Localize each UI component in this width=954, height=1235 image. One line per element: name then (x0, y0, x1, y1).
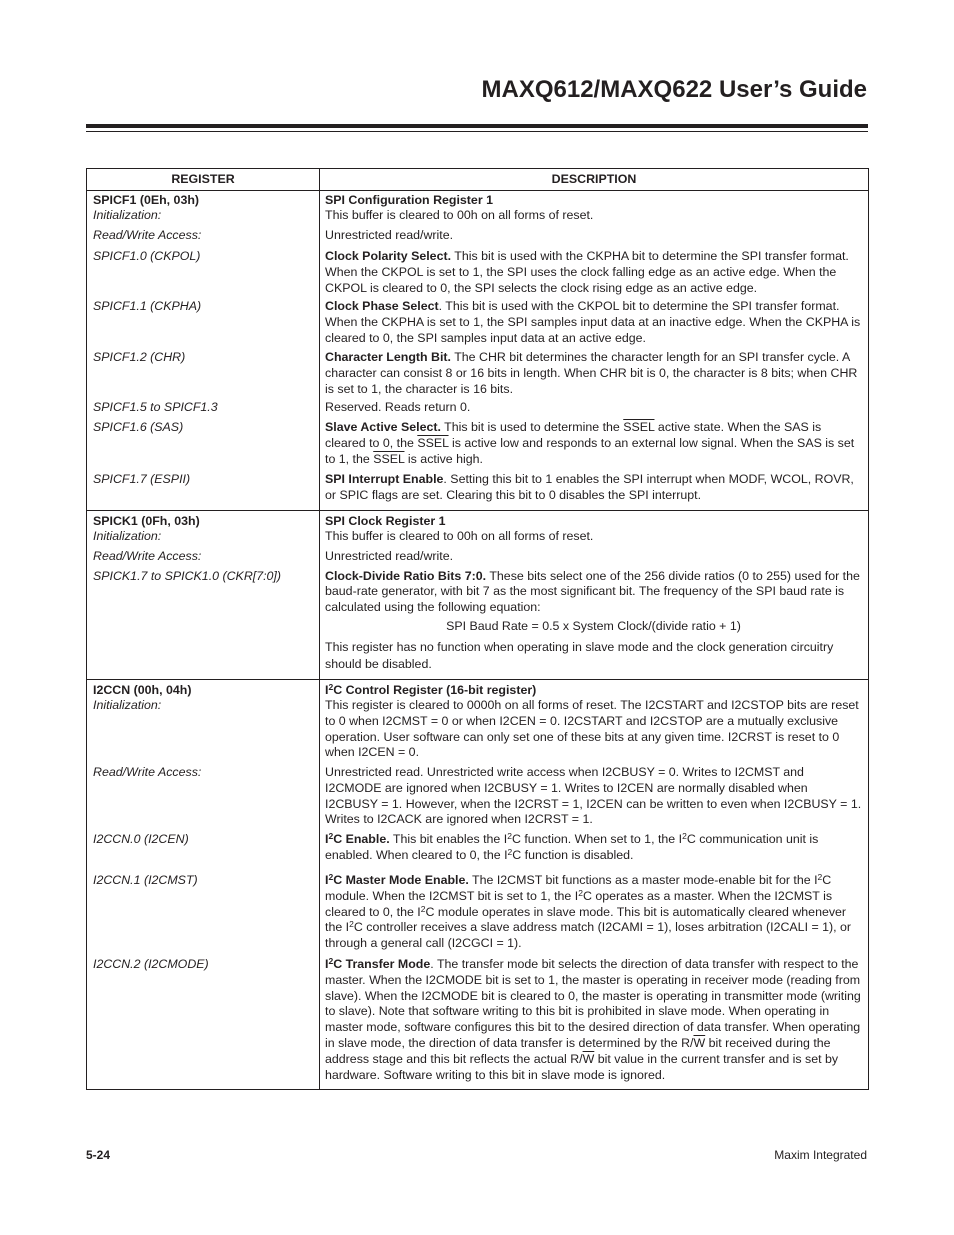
bit-text: These bits select one of the 256 divide ratios (0 to 255) used for the baud-rate generator, with bit 7 as the most significant bit. The frequency of the SPI baud rate is calculated using the following equation: (325, 568, 860, 615)
bit-text: . This bit is used with the CKPOL bit to determine the SPI transfer format. When the CKPHA is set to 1, the SPI samples input data at an inactive edge. When the CKPHA is cleared to 0, the SPI samples input data at an active edge. (325, 299, 861, 345)
bit-description (325, 569, 862, 616)
bit-text: The CHR bit determines the character length for an SPI transfer cycle. A character can consist 8 or 16 bits in length. When CHR bit is 0, the character is 8 bits; when CHR is set to 1, the character is 16 bits. (325, 350, 858, 396)
bit-description (325, 472, 862, 504)
ssel-signal: SSEL (417, 435, 449, 450)
i2c-i: I (325, 831, 329, 846)
i2c-i: I (325, 872, 329, 887)
bit-text: The I2CMST bit functions as a master mode-enable bit for the I (468, 872, 818, 887)
register-field-label: Initialization: (93, 208, 162, 222)
column-header-description: DESCRIPTION (320, 169, 869, 191)
bit-text: This bit is used with the CKPHA bit to determine the SPI transfer format. When the CKPOL is set to 1, the SPI uses the clock falling edge as an active edge. When the CKPOL is cleared to 0, the SPI selects the clock rising edge as an active edge. (325, 249, 849, 295)
register-field-label: SPICF1.2 (CHR) (93, 350, 186, 364)
register-field-label: SPICF1.5 to SPICF1.3 (93, 400, 218, 414)
company-name: Maxim Integrated (774, 1148, 867, 1162)
bit-text: C module operates in slave mode. This bit is automatically cleared whenever the I (325, 904, 847, 935)
bit-description (325, 957, 862, 1083)
bit-text: C communication unit is enabled. When cleared to 0, the I (325, 831, 819, 862)
bit-description (325, 350, 862, 400)
bit-text: bit value in the current transfer and is set by hardware. Software writing to this bit in slave mode is ignored. (325, 1051, 839, 1082)
description-text: This buffer is cleared to 00h on all forms of reset. (325, 528, 594, 543)
table-row-spick1 (87, 510, 869, 679)
register-cell (87, 191, 320, 511)
register-title (325, 683, 862, 698)
register-cell (87, 679, 320, 1089)
description-cell (320, 679, 869, 1089)
i2c-superscript: 2 (507, 846, 513, 857)
description-text: This register is cleared to 0000h on all forms of reset. The I2CSTART and I2CSTOP bits are reset to 0 when I2CMST = 0 or when I2CEN = 0. I2CSTART and I2CSTOP are a mutually exclusive operation. User software can only set one of these bits at any given time. I2CRST is reset to 0 when I2CEN = 0. (325, 697, 859, 760)
bit-text: C operates as a master. When the I2CMST is cleared to 0, the I (325, 888, 833, 919)
ssel-signal: SSEL (623, 420, 655, 434)
description-text: Reserved. Reads return 0. (325, 400, 471, 414)
register-field-label: Read/Write Access: (93, 548, 202, 563)
bit-text: bit received during the address stage and this bit reflects the actual R/ (325, 1035, 831, 1066)
description-cell (320, 191, 869, 511)
i2c-superscript: 2 (507, 830, 512, 841)
register-field-label: I2CCN.0 (I2CEN) (93, 831, 189, 846)
register-field-label: Read/Write Access: (93, 764, 202, 779)
bit-text: is active low and responds to an external low signal. When the SAS is set to 1, the (325, 435, 855, 466)
i2c-i: I (325, 956, 329, 971)
bit-description (325, 420, 862, 472)
i2c-superscript: 2 (817, 871, 823, 882)
bit-heading: Slave Active Select. (325, 420, 441, 434)
register-field-label: Initialization: (93, 697, 162, 712)
bit-text: C controller receives a slave address match (I2CAMI = 1), loses arbitration (I2CALI = 1), or through a general call (I2CGCI = 1). (325, 920, 852, 951)
bit-heading-text: C Master Mode Enable. (333, 872, 469, 887)
register-field-label: I2CCN.2 (I2CMODE) (93, 956, 209, 971)
register-field-label: SPICF1.1 (CKPHA) (93, 299, 202, 313)
bit-heading: Clock-Divide Ratio Bits 7:0. (325, 568, 487, 583)
bit-heading: Character Length Bit. (325, 350, 451, 364)
register-field-label: SPICF1.0 (CKPOL) (93, 249, 201, 263)
i2c-superscript: 2 (328, 871, 334, 882)
register-table (86, 168, 869, 1090)
description-text: Unrestricted read/write. (325, 548, 454, 563)
description-text: Unrestricted read/write. (325, 228, 454, 242)
bit-heading (325, 832, 390, 846)
bit-heading: Clock Phase Select (325, 299, 439, 313)
bit-text: C module. When the I2CMST bit is set to 1, the I (325, 872, 832, 903)
register-name: SPICK1 (0Fh, 03h) (93, 513, 200, 528)
table-row-i2ccn (87, 679, 869, 1089)
register-name: SPICF1 (0Eh, 03h) (93, 193, 200, 207)
bit-text: C function. When set to 1, the I (511, 831, 683, 846)
i2c-superscript: 2 (328, 955, 334, 966)
i2c-i: I (325, 682, 329, 697)
ssel-signal: SSEL (373, 451, 405, 466)
register-field-label: SPICF1.7 (ESPII) (93, 472, 191, 486)
bit-description (325, 832, 862, 873)
table-header-row (87, 169, 869, 191)
write-signal: $\overline{W}$ (693, 1035, 706, 1050)
bit-text: active state. When the SAS is cleared to 0, the (325, 420, 822, 450)
column-header-register: REGISTER (87, 169, 320, 191)
register-title: SPI Configuration Register 1 (325, 193, 493, 207)
table-row-spicf1 (87, 191, 869, 511)
register-field-label: Read/Write Access: (93, 228, 202, 242)
page-title: MAXQ612/MAXQ622 User’s Guide (481, 76, 867, 103)
description-text: This buffer is cleared to 00h on all forms of reset. (325, 208, 594, 222)
bit-text: This bit enables the I (389, 831, 508, 846)
i2c-superscript: 2 (328, 681, 334, 692)
description-text: Unrestricted read. Unrestricted write access when I2CBUSY = 0. Writes to I2CMST and I2CMODE are ignored when I2CBUSY = 1. Writes to I2CEN are normally disabled when I2CBUSY = 1. However, when the I2CRST = 1, I2CEN can be written to even when I2CBUSY = 1. Writes to I2CACK are ignored when I2CRST = 1. (325, 764, 862, 827)
bit-heading-text: C Enable. (333, 831, 390, 846)
register-field-label: I2CCN.1 (I2CMST) (93, 872, 198, 887)
header-rule-thin (86, 131, 868, 132)
bit-heading: SPI Interrupt Enable (325, 472, 444, 486)
bit-text: . The transfer mode bit selects the direction of data transfer with respect to the master. When the I2CMODE bit is set to 1, the master is operating in receiver mode (reading from slave). When the I2CMODE bit is cleared to 0, the master is operating in transmitter mode (writing to slave). Note that software writing to this bit is prohibited in slave mode. When operating in master mode, software configures this bit to the desired direction of data transfer. When operating in slave mode, the direction of data transfer is determined by the R/ (325, 956, 861, 1050)
bit-heading (325, 957, 430, 971)
bit-heading-text: C Transfer Mode (333, 956, 431, 971)
bit-text: is active high. (404, 451, 483, 466)
description-text: This register has no function when operating in slave mode and the clock generation circuitry should be disabled. (325, 639, 834, 671)
register-cell (87, 510, 320, 679)
register-field-label: SPICK1.7 to SPICK1.0 (CKR[7:0]) (93, 568, 282, 583)
i2c-superscript: 2 (349, 919, 354, 930)
i2c-superscript: 2 (420, 903, 426, 914)
bit-description (325, 249, 862, 299)
bit-description (325, 873, 862, 957)
description-cell (320, 510, 869, 679)
i2c-superscript: 2 (682, 830, 687, 841)
bit-heading (325, 873, 469, 887)
bit-text: . Setting this bit to 1 enables the SPI interrupt when MODF, WCOL, ROVR, or SPIC flags are set. Clearing this bit to 0 disables the SPI interrupt. (325, 472, 854, 502)
bit-heading: Clock Polarity Select. (325, 249, 452, 263)
baud-rate-equation: SPI Baud Rate = 0.5 x System Clock/(divide ratio + 1) (446, 618, 741, 633)
header-rule-thick (86, 124, 868, 128)
bit-text: C function is disabled. (512, 847, 634, 862)
register-title: SPI Clock Register 1 (325, 513, 446, 528)
register-name: I2CCN (00h, 04h) (93, 682, 192, 697)
register-field-label: SPICF1.6 (SAS) (93, 420, 184, 434)
write-signal: $\overline{W}$ (582, 1051, 595, 1066)
page-number: 5-24 (86, 1148, 111, 1162)
i2c-superscript: 2 (328, 830, 334, 841)
bit-description (325, 299, 862, 350)
i2c-superscript: 2 (578, 887, 583, 898)
register-title-text: C Control Register (16-bit register) (333, 682, 537, 697)
register-field-label: Initialization: (93, 528, 162, 543)
bit-text: This bit is used to determine the (440, 420, 624, 434)
